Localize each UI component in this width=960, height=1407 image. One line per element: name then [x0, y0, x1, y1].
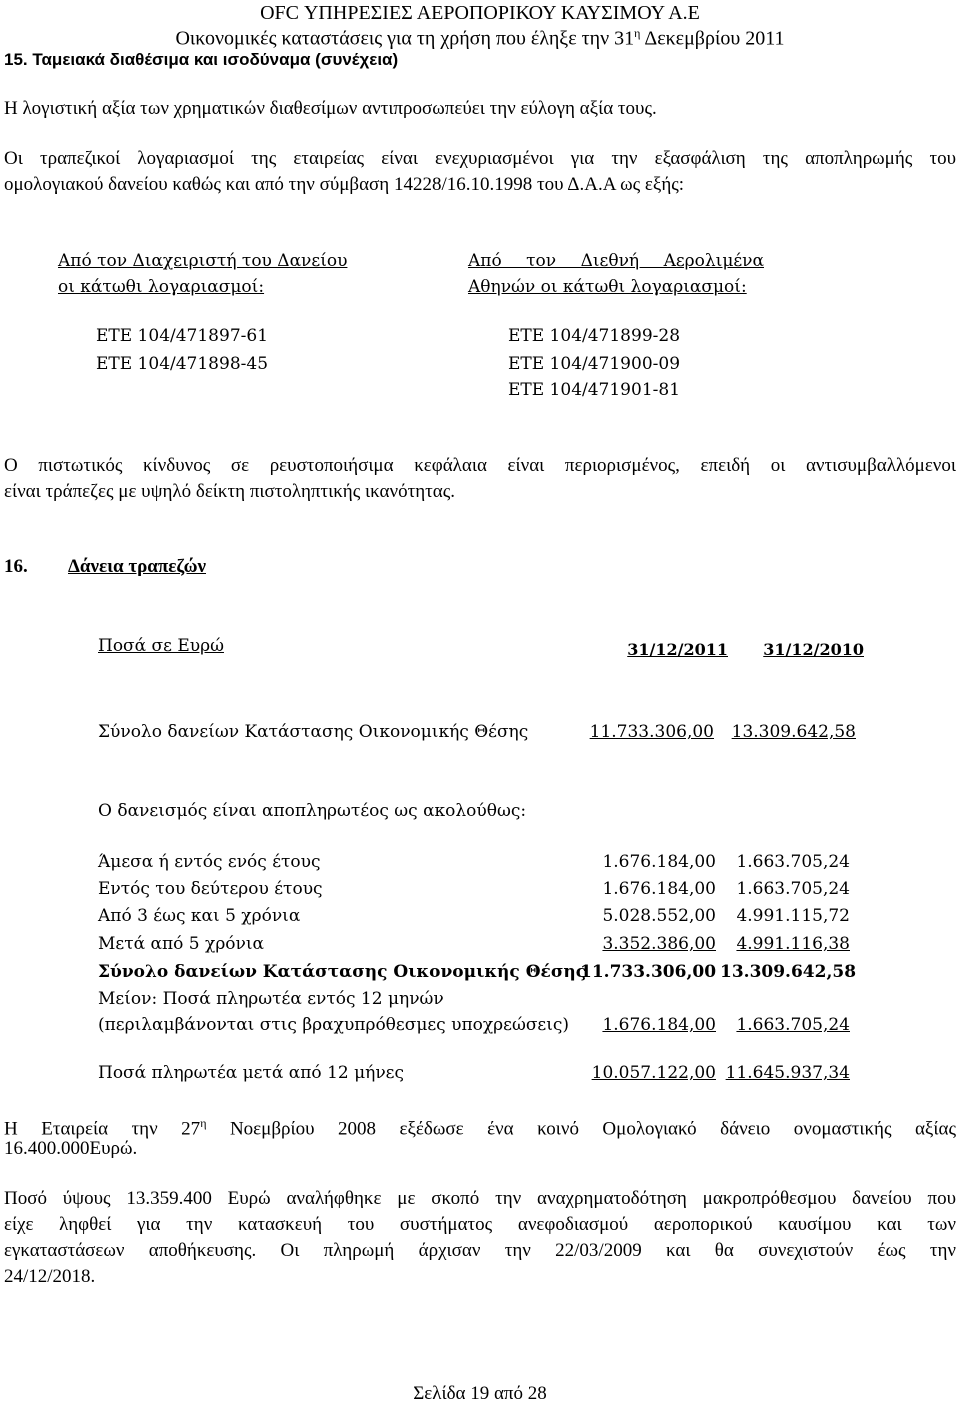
section-15-paragraph-2-line-1: Οι τραπεζικοί λογαριασμοί της εταιρείας είναι ενεχυριασμένοι για την εξασφάλιση της αποπληρωμής του [4, 148, 956, 169]
row-label: Άμεσα ή εντός ενός έτους [98, 852, 321, 872]
row-label: Μετά από 5 χρόνια [98, 934, 265, 954]
section-15-paragraph-1: Η λογιστική αξία των χρηματικών διαθεσίμων αντιπροσωπεύει την εύλογη αξία τους. [4, 98, 657, 119]
row-value-2011: 11.733.306,00 [589, 722, 714, 742]
left-accounts-heading-2: οι κάτωθι λογαριασμοί: [58, 277, 265, 297]
refinancing-paragraph-line-1: Ποσό ύψους 13.359.400 Ευρώ αναλήφθηκε με σκοπό την αναχρηματοδότηση μακροπρόθεσμου δανείου που [4, 1188, 956, 1209]
section-16-number: 16. [4, 556, 28, 577]
row-value-2010: 13.309.642,58 [720, 962, 857, 982]
amounts-label: Ποσά σε Ευρώ [98, 636, 224, 656]
repayment-heading: Ο δανεισμός είναι αποπληρωτέος ως ακολούθως: [98, 801, 527, 821]
section-16-title: Δάνεια τραπεζών [68, 556, 207, 577]
row-value-2010: 4.991.116,38 [736, 934, 850, 954]
row-value-2011: 3.352.386,00 [602, 934, 716, 954]
row-value-2010: 4.991.115,72 [736, 906, 850, 926]
right-account-2: ΕΤΕ 104/471900-09 [508, 354, 681, 374]
refinancing-paragraph-line-2: είχε ληφθεί για την κατασκευή του συστήματος ανεφοδιασμού αεροπορικού καυσίμου και των [4, 1214, 956, 1235]
row-value-2011: 10.057.122,00 [591, 1063, 716, 1083]
row-label: Από 3 έως και 5 χρόνια [98, 906, 301, 926]
row-value-2011: 1.676.184,00 [602, 852, 716, 872]
right-account-3: ΕΤΕ 104/471901-81 [508, 380, 681, 400]
row-value-2011: 1.676.184,00 [602, 879, 716, 899]
row-value-2011: 5.028.552,00 [602, 906, 716, 926]
page-number: Σελίδα 19 από 28 [413, 1383, 547, 1404]
column-header-2011: 31/12/2011 [627, 640, 728, 659]
column-header-2010: 31/12/2010 [763, 640, 864, 659]
row-label: Ποσά πληρωτέα μετά από 12 μήνες [98, 1063, 404, 1083]
row-value-2011: 11.733.306,00 [580, 962, 717, 982]
row-label: Εντός του δεύτερου έτους [98, 879, 323, 899]
row-value-2010: 1.663.705,24 [736, 852, 850, 872]
right-account-1: ΕΤΕ 104/471899-28 [508, 326, 681, 346]
refinancing-paragraph-line-3: εγκαταστάσεων αποθήκευσης. Οι πληρωμή άρχισαν την 22/03/2009 και θα συνεχιστούν έως την [4, 1240, 956, 1261]
row-value-2010: 1.663.705,24 [736, 879, 850, 899]
row-label: Σύνολο δανείων Κατάστασης Οικονομικής Θέσης [98, 722, 529, 742]
document-header-subtitle: Οικονομικές καταστάσεις για τη χρήση που έληξε την $31^\eta$ Δεκεμβρίου 2011 [175, 26, 785, 50]
refinancing-paragraph-line-4: 24/12/2018. [4, 1266, 96, 1287]
left-accounts-heading-1: Από τον Διαχειριστή του Δανείου [58, 251, 348, 271]
right-accounts-heading-2: Αθηνών οι κάτωθι λογαριασμοί: [468, 277, 747, 297]
left-account-2: ΕΤΕ 104/471898-45 [96, 354, 269, 374]
left-account-1: ΕΤΕ 104/471897-61 [96, 326, 269, 346]
right-accounts-heading-1: Από τον Διεθνή Αερολιμένα [468, 251, 764, 271]
row-value-2011: 1.676.184,00 [602, 1015, 716, 1035]
row-label-line-2: (περιλαμβάνονται στις βραχυπρόθεσμες υποχρεώσεις) [98, 1015, 570, 1035]
bond-loan-paragraph-line-2: 16.400.000Ευρώ. [4, 1138, 138, 1159]
section-15-title: 15. Ταμειακά διαθέσιμα και ισοδύναμα (συνέχεια) [4, 50, 399, 69]
bond-loan-paragraph-line-1: Η Εταιρεία την $27^\eta$ Νοεμβρίου 2008 εξέδωσε ένα κοινό Ομολογιακό δάνειο ονομαστικής αξίας [4, 1116, 956, 1140]
row-value-2010: 11.645.937,34 [725, 1063, 850, 1083]
row-value-2010: 13.309.642,58 [731, 722, 856, 742]
row-label: Σύνολο δανείων Κατάστασης Οικονομικής Θέσης [98, 962, 587, 982]
section-15-paragraph-2-line-2: ομολογιακού δανείου καθώς και από την σύμβαση 14228/16.10.1998 του Δ.Α.Α ως εξής: [4, 174, 685, 195]
section-15-paragraph-3-line-2: είναι τράπεζες με υψηλό δείκτη πιστοληπτικής ικανότητας. [4, 481, 455, 502]
document-header-title: OFC ΥΠΗΡΕΣΙΕΣ ΑΕΡΟΠΟΡΙΚΟΥ ΚΑΥΣΙΜΟΥ Α.Ε [260, 2, 700, 24]
section-15-paragraph-3-line-1: Ο πιστωτικός κίνδυνος σε ρευστοποιήσιμα κεφάλαια είναι περιορισμένος, επειδή οι αντισυμβαλλόμενοι [4, 455, 956, 476]
row-label-line-1: Μείον: Ποσά πληρωτέα εντός 12 μηνών [98, 989, 444, 1009]
row-value-2010: 1.663.705,24 [736, 1015, 850, 1035]
